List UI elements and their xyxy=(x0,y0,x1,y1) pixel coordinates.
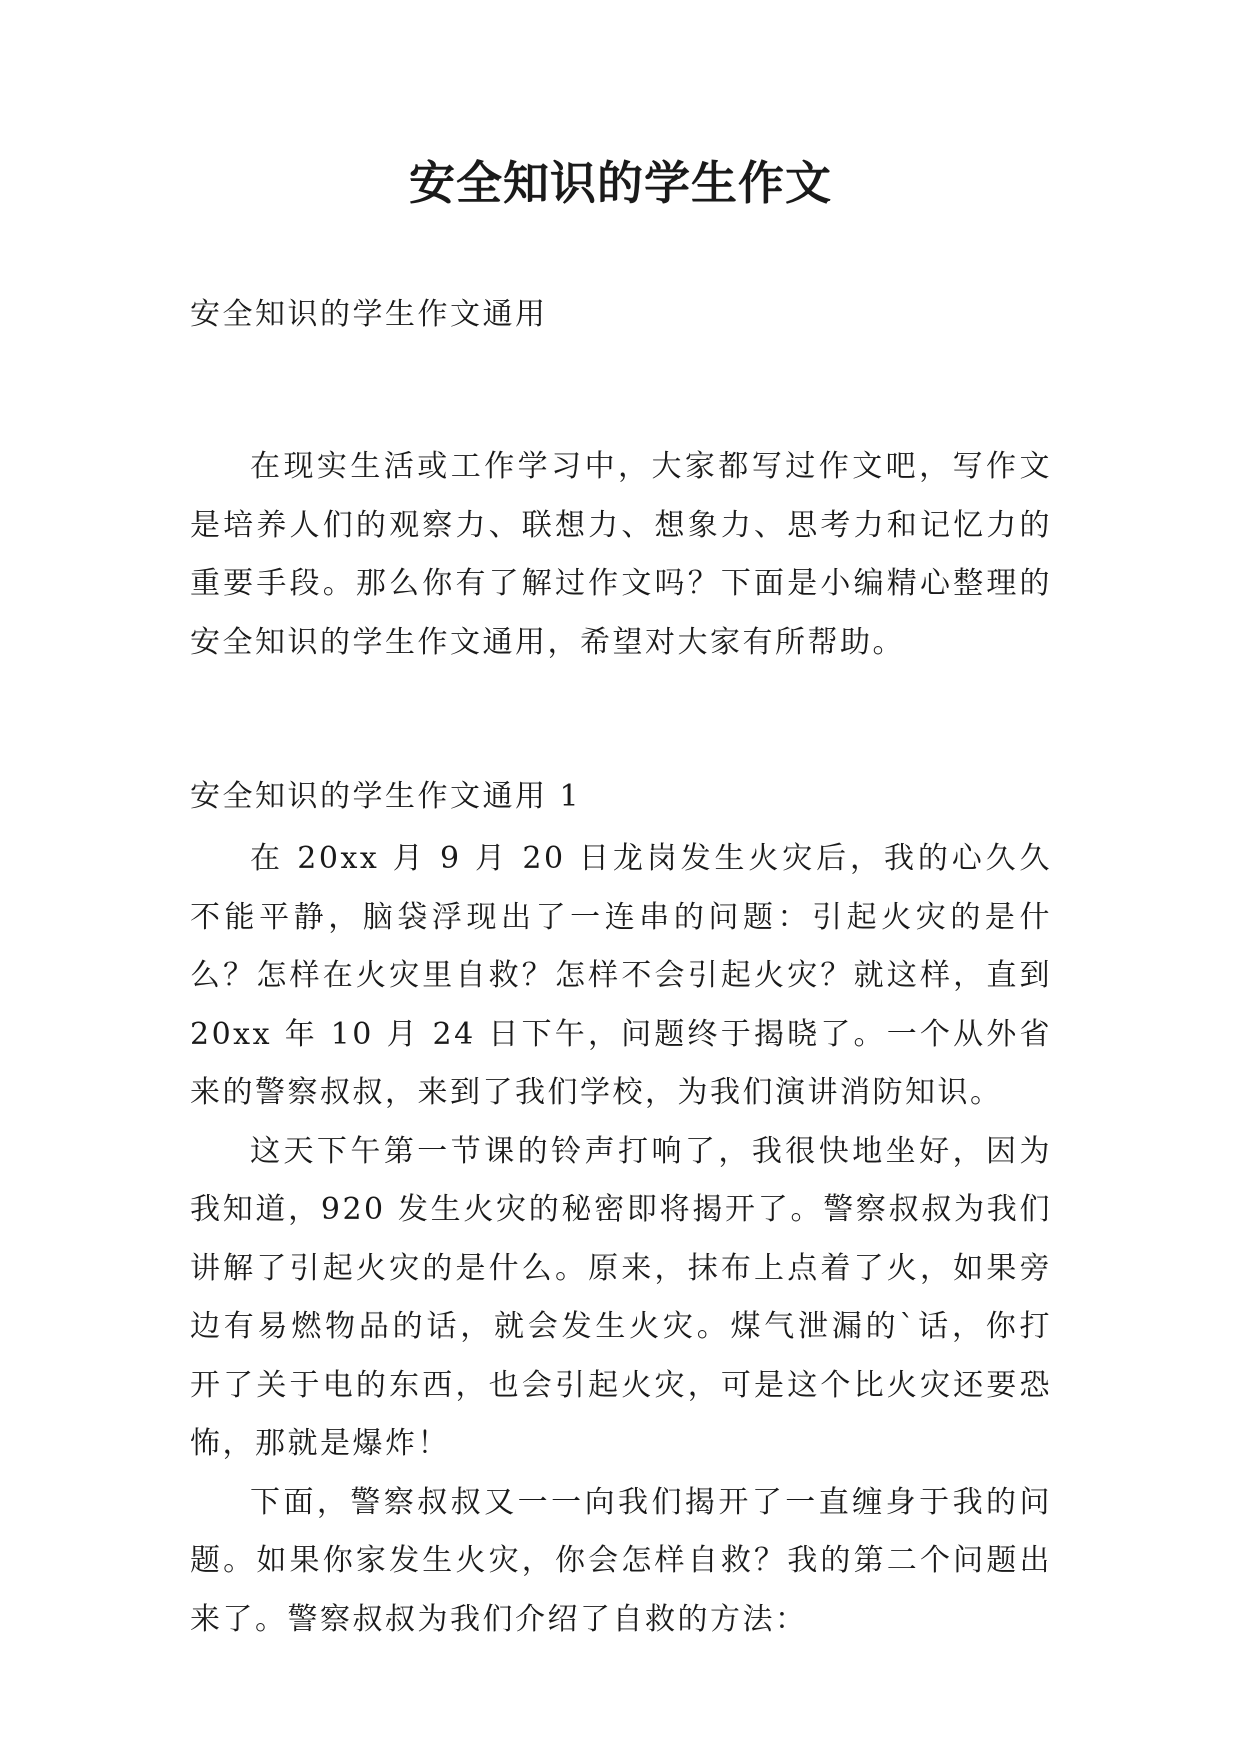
document-title: 安全知识的学生作文 xyxy=(409,156,832,210)
body-paragraph-2: 这天下午第一节课的铃声打响了，我很快地坐好，因为我知道，920 发生火灾的秘密即将揭开了。警察叔叔为我们讲解了引起火灾的是什么。原来，抹布上点着了火，如果旁边有易燃物品的话，就会发生火灾。煤气泄漏的`话，你打开了关于电的东西，也会引起火灾，可是这个比火灾还要恐怖，那就是爆炸！ xyxy=(190,1133,1052,1461)
body-paragraph-3: 下面，警察叔叔又一一向我们揭开了一直缠身于我的问题。如果你家发生火灾，你会怎样自救？我的第二个问题出来了。警察叔叔为我们介绍了自救的方法： xyxy=(190,1484,1052,1637)
essay-section-1 xyxy=(190,772,1052,1649)
spacer xyxy=(190,672,1052,772)
body-paragraph-1: 在 20xx 月 9 月 20 日龙岗发生火灾后，我的心久久不能平静，脑袋浮现出了一连串的问题：引起火灾的是什么？怎样在火灾里自救？怎样不会引起火灾？就这样，直到 20xx 年 10 月 24 日下午，问题终于揭晓了。一个从外省来的警察叔叔，来到了我们学校，为我们演讲消防知识。 xyxy=(190,841,1052,1110)
document-body xyxy=(190,290,1052,1649)
intro-paragraph: 在现实生活或工作学习中，大家都写过作文吧，写作文是培养人们的观察力、联想力、想象力、思考力和记忆力的重要手段。那么你有了解过作文吗？下面是小编精心整理的安全知识的学生作文通用，希望对大家有所帮助。 xyxy=(190,449,1052,660)
section-heading: 安全知识的学生作文通用 1 xyxy=(190,779,582,814)
spacer xyxy=(190,340,1052,438)
spacer xyxy=(190,822,1052,830)
document-subtitle: 安全知识的学生作文通用 xyxy=(190,297,548,332)
